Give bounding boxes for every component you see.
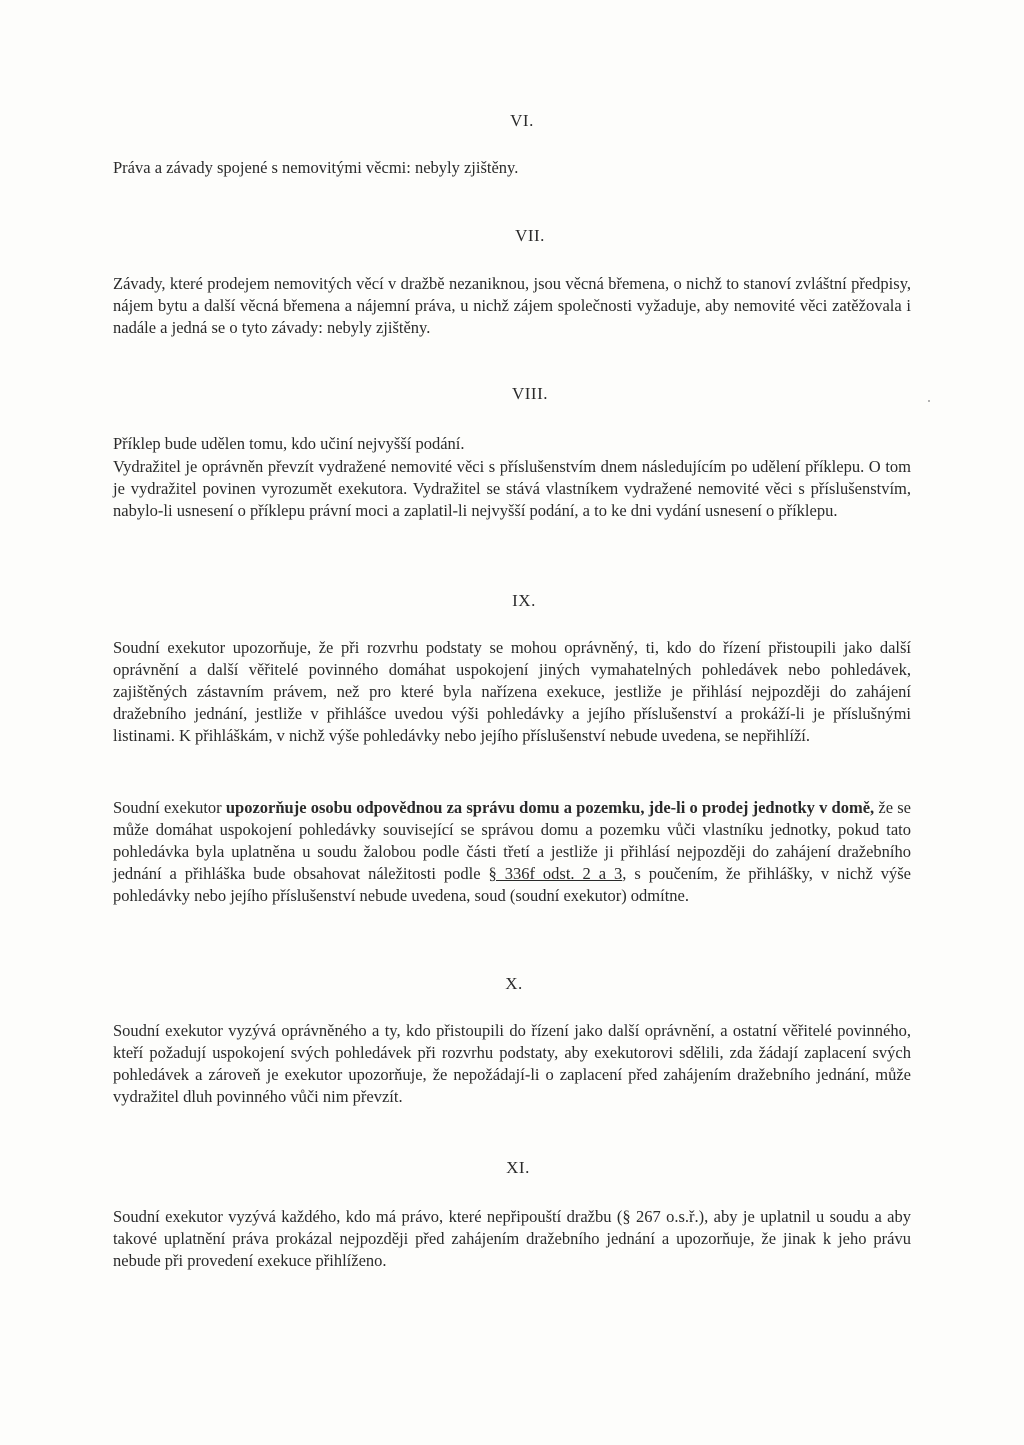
section-ix-text1: Soudní exekutor upozorňuje, že při rozvrhu podstaty se mohou oprávněný, ti, kdo do řízení přistoupili jako další oprávnění a další věřitelé povinného domáhat uspokojení jiných vymahatelných pohledávek nebo pohledávek, zajištěných zástavním právem, než pro které byla nařízena exekuce, jestliže je přihlásí nejpozději do zahájení dražebního jednání, jestliže v přihlášce uvedou výši pohledávky a jejího příslušenství a prokáží-li je příslušnými listinami. K přihláškám, v nichž výše pohledávky nebo jejího příslušenství nebude uvedena, se nepřihlíží. bbox=[113, 638, 911, 745]
section-ix-text2-prefix: Soudní exekutor bbox=[113, 798, 226, 817]
section-heading-xi: XI. bbox=[506, 1158, 530, 1177]
section-xi-text: Soudní exekutor vyzývá každého, kdo má právo, které nepřipouští dražbu (§ 267 o.s.ř.), aby je uplatnil u soudu a aby takové uplatnění práva prokázal nejpozději před zahájením dražebního jednání a upozorňuje, že jinak k jeho právu nebude při provedení exekuce přihlíženo. bbox=[113, 1207, 911, 1270]
section-heading-vi: VI. bbox=[510, 111, 534, 130]
section-heading-ix: IX. bbox=[512, 591, 536, 610]
law-reference-link[interactable]: § 336f odst. 2 a 3 bbox=[488, 864, 623, 883]
section-ix-text2-mid: že se může domáhat uspokojení pohledávky související se správou domu a pozemku vůči vlastníku jednotky, pokud tato pohledávka byla uplatněna u soudu žalobou podle části třetí a jestliže ji přihlásí nejpozději do zahájení dražebního jednání a přihláška bude obsahovat náležitosti podle bbox=[113, 798, 911, 883]
section-viii-line1: Příklep bude udělen tomu, kdo učiní nejvyšší podání. bbox=[113, 434, 465, 453]
section-vii-text: Závady, které prodejem nemovitých věcí v dražbě nezaniknou, jsou věcná břemena, o nichž to stanoví zvláštní předpisy, nájem bytu a další věcná břemena a nájemní práva, u nichž zájem společnosti vyžaduje, aby nemovité věci zatěžovala i nadále a jedná se o tyto závady: nebyly zjištěny. bbox=[113, 274, 911, 337]
section-ix-text2-suffix: , s poučením, že přihlášky, v nichž výše pohledávky nebo jejího příslušenství nebude uvedena, soud (soudní exekutor) odmítne. bbox=[113, 864, 911, 905]
section-ix-text2-bold: upozorňuje osobu odpovědnou za správu domu a pozemku, jde-li o prodej jednotky v domě, bbox=[225, 798, 875, 817]
section-heading-vii: VII. bbox=[515, 226, 545, 245]
section-x-text: Soudní exekutor vyzývá oprávněného a ty, kdo přistoupili do řízení jako další oprávnění, a ostatní věřitelé povinného, kteří požadují uspokojení svých pohledávek při rozvrhu podstaty, aby exekutorovi sdělili, zda žádají zaplacení svých pohledávek a zároveň je exekutor upozorňuje, že nepožádají-li o zaplacení před zahájením dražebního jednání, může vydražitel dluh povinného vůči nim převzít. bbox=[113, 1021, 911, 1106]
section-viii-text: Vydražitel je oprávněn převzít vydražené nemovité věci s příslušenstvím dnem následujícím po udělení příklepu. O tom je vydražitel povinen vyrozumět exekutora. Vydražitel se stává vlastníkem vydražené nemovité věci s příslušenstvím, nabylo-li usnesení o příklepu právní moci a zaplatil-li nejvyšší podání, a to ke dni vydání usnesení o příklepu. bbox=[113, 457, 911, 520]
scan-speck bbox=[928, 400, 930, 402]
section-heading-viii: VIII. bbox=[511, 384, 548, 403]
section-vi-text: Práva a závady spojené s nemovitými věcmi: nebyly zjištěny. bbox=[113, 158, 519, 177]
section-heading-x: X. bbox=[505, 974, 523, 993]
section-ix-text2 bbox=[113, 797, 911, 907]
